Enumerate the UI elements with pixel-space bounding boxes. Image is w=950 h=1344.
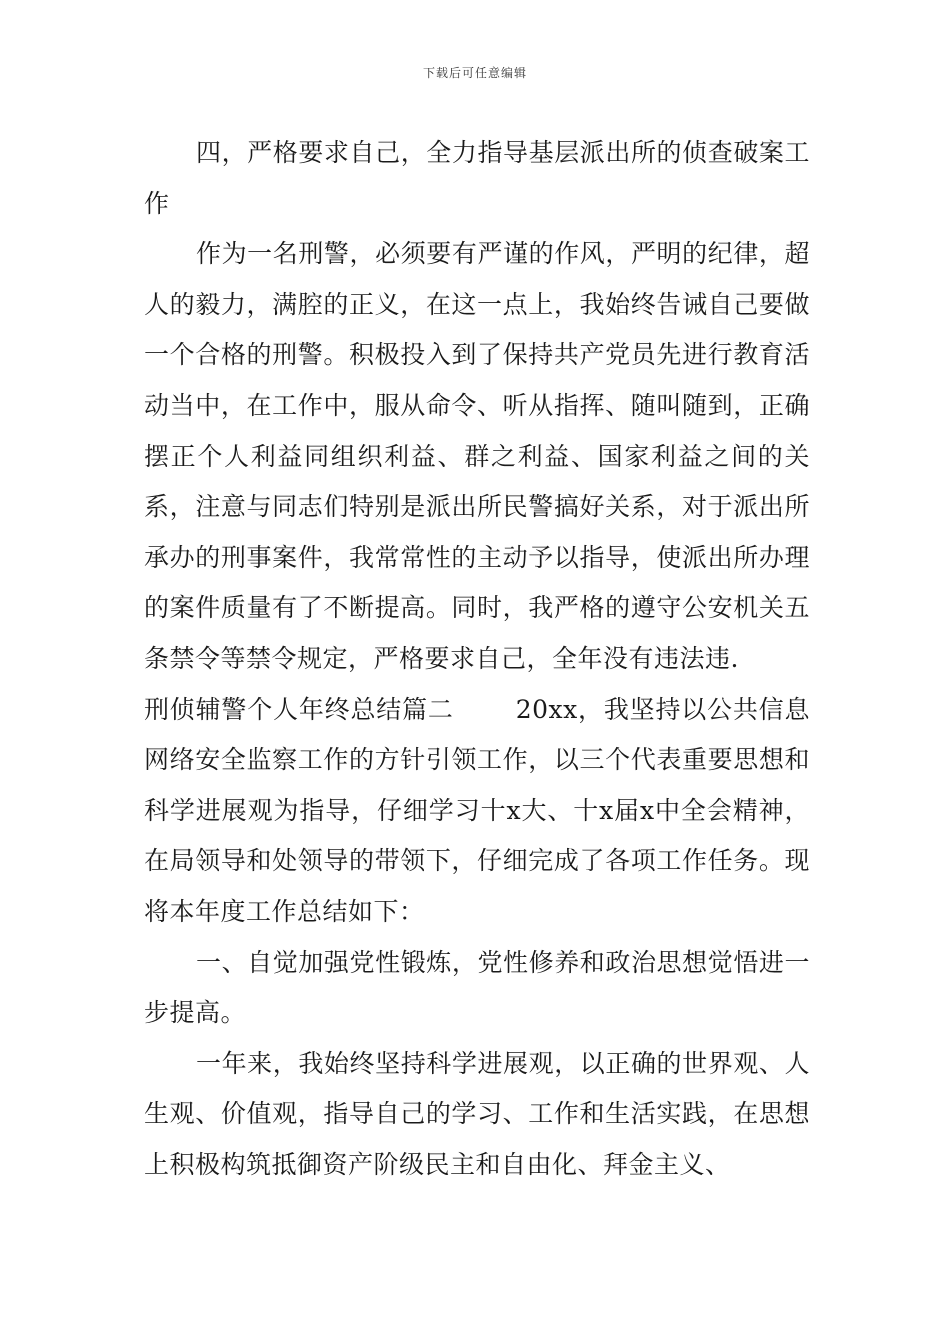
paragraph-summary-part-two: [144, 685, 810, 938]
document-body: [144, 128, 810, 1190]
page-header-note: 下载后可任意编辑: [422, 66, 527, 80]
section-heading-four: 四，严格要求自己，全力指导基层派出所的侦查破案工作: [144, 138, 810, 218]
paragraph-scientific-outlook: 一年来，我始终坚持科学进展观，以正确的世界观、人生观、价值观，指导自己的学习、工作和生活实践，在思想上积极构筑抵御资产阶级民主和自由化、拜金主义、: [144, 1048, 810, 1179]
article-intro-text: 20xx，我坚持以公共信息网络安全监察工作的方针引领工作，以三个代表重要思想和科学进展观为指导，仔细学习十x大、十x届x中全会精神，在局领导和处领导的带领下，仔细完成了各项工作任务。现将本年度工作总结如下：: [144, 694, 810, 926]
article-title: 刑侦辅警个人年终总结篇二: [144, 694, 454, 724]
section-heading-one: 一、自觉加强党性锻炼，党性修养和政治思想觉悟进一步提高。: [144, 947, 810, 1028]
paragraph-criminal-police-conduct: 作为一名刑警，必须要有严谨的作风，严明的纪律，超人的毅力，满腔的正义，在这一点上，我始终告诫自己要做一个合格的刑警。积极投入到了保持共产党员先进行教育活动当中，在工作中，服从命令、听从指挥、随叫随到，正确摆正个人利益同组织利益、群之利益、国家利益之间的关系，注意与同志们特别是派出所民警搞好关系，对于派出所承办的刑事案件，我常常性的主动予以指导，使派出所办理的案件质量有了不断提高。同时，我严格的遵守公安机关五条禁令等禁令规定，严格要求自己，全年没有违法违.: [144, 239, 810, 673]
